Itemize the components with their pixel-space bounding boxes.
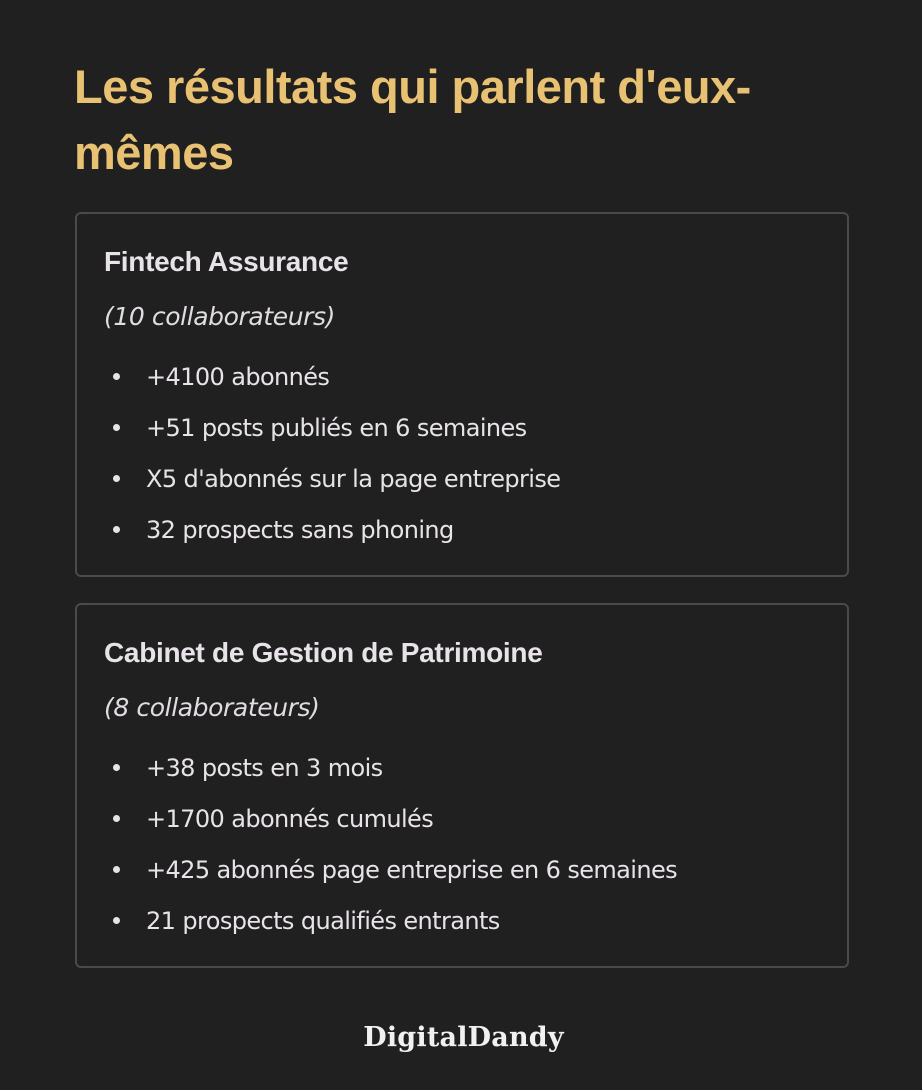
list-item — [104, 848, 804, 899]
list-item-text: +425 abonnés page entreprise en 6 semaines — [146, 856, 678, 884]
result-card-patrimoine — [75, 603, 849, 968]
bullet-icon — [113, 866, 120, 873]
results-list — [104, 746, 804, 950]
list-item-text: 21 prospects qualifiés entrants — [146, 907, 500, 935]
brand-logo: DigitalDandy — [363, 1022, 564, 1053]
bullet-icon — [113, 424, 120, 431]
bullet-icon — [113, 373, 120, 380]
list-item — [104, 355, 804, 406]
list-item — [104, 899, 804, 950]
card-title: Fintech Assurance — [104, 246, 349, 277]
list-item-text: +51 posts publiés en 6 semaines — [146, 414, 527, 442]
list-item-text: +4100 abonnés — [146, 363, 330, 391]
list-item — [104, 406, 804, 457]
list-item — [104, 457, 804, 508]
bullet-icon — [113, 764, 120, 771]
card-subtitle: (10 collaborateurs) — [104, 302, 336, 331]
card-title: Cabinet de Gestion de Patrimoine — [104, 637, 543, 668]
list-item — [104, 746, 804, 797]
results-list — [104, 355, 804, 559]
bullet-icon — [113, 526, 120, 533]
list-item-text: X5 d'abonnés sur la page entreprise — [146, 465, 561, 493]
page-title: Les résultats qui parlent d'eux-mêmes — [74, 60, 751, 179]
bullet-icon — [113, 475, 120, 482]
bullet-icon — [113, 917, 120, 924]
list-item — [104, 508, 804, 559]
card-subtitle: (8 collaborateurs) — [104, 693, 320, 722]
result-card-fintech — [75, 212, 849, 577]
bullet-icon — [113, 815, 120, 822]
list-item-text: +1700 abonnés cumulés — [146, 805, 434, 833]
list-item — [104, 797, 804, 848]
list-item-text: +38 posts en 3 mois — [146, 754, 383, 782]
list-item-text: 32 prospects sans phoning — [146, 516, 454, 544]
